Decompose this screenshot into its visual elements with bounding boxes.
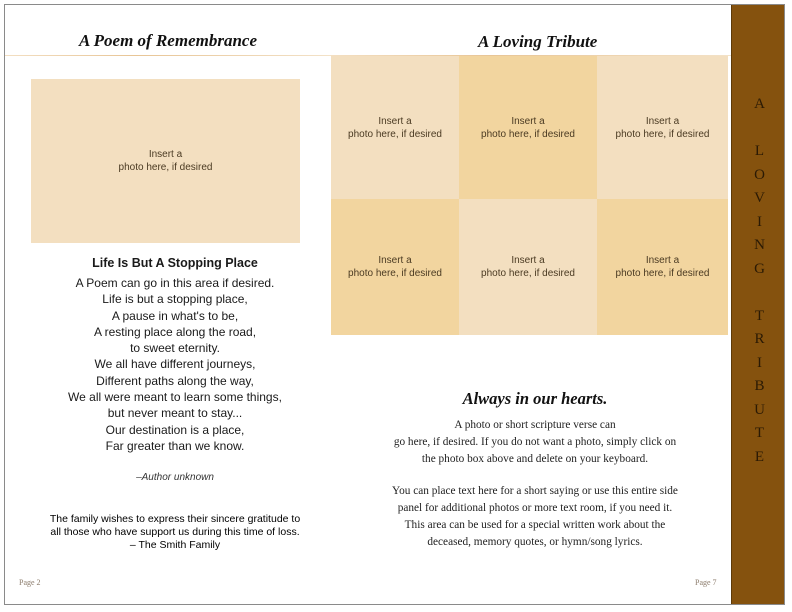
left-page-number: Page 2 <box>19 578 41 587</box>
right-page-number: Page 7 <box>695 578 717 587</box>
poem-line: Different paths along the way, <box>96 373 254 388</box>
photo-placeholder-line: Insert a <box>378 255 412 266</box>
poem-title: Life Is But A Stopping Place <box>92 256 258 270</box>
right-paragraph-2 <box>335 483 735 551</box>
photo-placeholder-line: photo here, if desired <box>118 162 213 173</box>
paragraph-line: the photo box above and delete on your keyboard. <box>421 453 649 465</box>
poem-line: Our destination is a place, <box>105 422 245 437</box>
sidebar-letter: T <box>754 307 765 324</box>
gratitude-line: The family wishes to express their sincere gratitude to <box>49 513 301 525</box>
poem-line: to sweet eternity. <box>130 341 220 356</box>
grid-photo-placeholder[interactable] <box>459 56 597 199</box>
poem-section-title: A Poem of Remembrance <box>79 31 258 50</box>
sidebar-letter: E <box>754 448 765 465</box>
paragraph-line: go here, if desired. If you do not want a photo, simply click on <box>393 436 677 448</box>
sidebar-letter: U <box>754 401 765 418</box>
poem-line: We all were meant to learn some things, <box>68 390 282 405</box>
photo-placeholder-line: Insert a <box>378 115 412 127</box>
photo-placeholder-line: photo here, if desired <box>481 268 575 279</box>
photo-placeholder-line: photo here, if desired <box>348 128 442 140</box>
right-paragraph-1 <box>335 417 735 468</box>
sidebar-letter: A <box>754 96 765 112</box>
photo-placeholder-line: Insert a <box>511 115 545 127</box>
gratitude-line: – The Smith Family <box>129 539 221 551</box>
grid-photo-placeholder[interactable] <box>331 199 459 335</box>
poem-body <box>25 275 325 454</box>
sidebar-letter <box>732 117 785 141</box>
sidebar-vertical-text <box>732 93 785 469</box>
paragraph-line: A photo or short scripture verse can <box>454 419 616 431</box>
poem-line: Far greater than we know. <box>105 438 245 453</box>
sidebar-letter <box>732 281 785 305</box>
left-title-rule <box>5 55 331 56</box>
grid-photo-placeholder[interactable] <box>459 199 597 335</box>
sidebar-letter: O <box>754 166 765 183</box>
photo-placeholder-line: photo here, if desired <box>481 128 575 140</box>
paragraph-line: You can place text here for a short saying or use this entire side <box>392 485 678 497</box>
paragraph-line: deceased, memory quotes, or hymn/song lyrics. <box>427 536 643 548</box>
paragraph-line: panel for additional photos or more text room, if you need it. <box>397 502 673 514</box>
sidebar-letter: I <box>757 213 762 230</box>
photo-placeholder-line: Insert a <box>511 255 545 266</box>
poem-line: A pause in what's to be, <box>111 308 239 323</box>
photo-placeholder-line: photo here, if desired <box>615 128 710 140</box>
sidebar-letter: L <box>754 143 765 159</box>
poem-author: –Author unknown <box>136 472 214 483</box>
poem-line: Life is but a stopping place, <box>102 292 248 307</box>
tribute-sidebar <box>731 5 785 604</box>
poem-line: We all have different journeys, <box>94 357 256 372</box>
sidebar-letter: R <box>754 331 765 347</box>
brochure-spread <box>4 4 785 605</box>
gratitude-note <box>25 513 325 552</box>
poem-line: but never meant to stay... <box>107 406 243 421</box>
sidebar-letter: I <box>757 354 762 371</box>
photo-placeholder-line: photo here, if desired <box>348 268 442 279</box>
grid-photo-placeholder[interactable] <box>597 56 728 199</box>
hearts-heading: Always in our hearts. <box>462 389 608 408</box>
photo-placeholder-line: Insert a <box>645 115 680 127</box>
photo-placeholder-line: Insert a <box>645 255 680 266</box>
poem-line: A resting place along the road, <box>93 324 257 339</box>
sidebar-letter: T <box>754 425 765 441</box>
sidebar-letter: G <box>754 260 765 277</box>
grid-photo-placeholder[interactable] <box>331 56 459 199</box>
tribute-section-title: A Loving Tribute <box>478 32 598 51</box>
grid-photo-placeholder[interactable] <box>597 199 728 335</box>
sidebar-letter: B <box>754 378 765 394</box>
sidebar-letter: N <box>754 237 765 253</box>
photo-placeholder-line: Insert a <box>148 149 183 160</box>
gratitude-line: all those who have support us during this time of loss. <box>50 526 300 538</box>
sidebar-letter: V <box>754 190 765 206</box>
left-photo-placeholder[interactable] <box>31 79 300 243</box>
photo-placeholder-line: photo here, if desired <box>615 268 710 279</box>
poem-line: A Poem can go in this area if desired. <box>75 276 275 290</box>
paragraph-line: This area can be used for a special written work about the <box>404 519 666 531</box>
